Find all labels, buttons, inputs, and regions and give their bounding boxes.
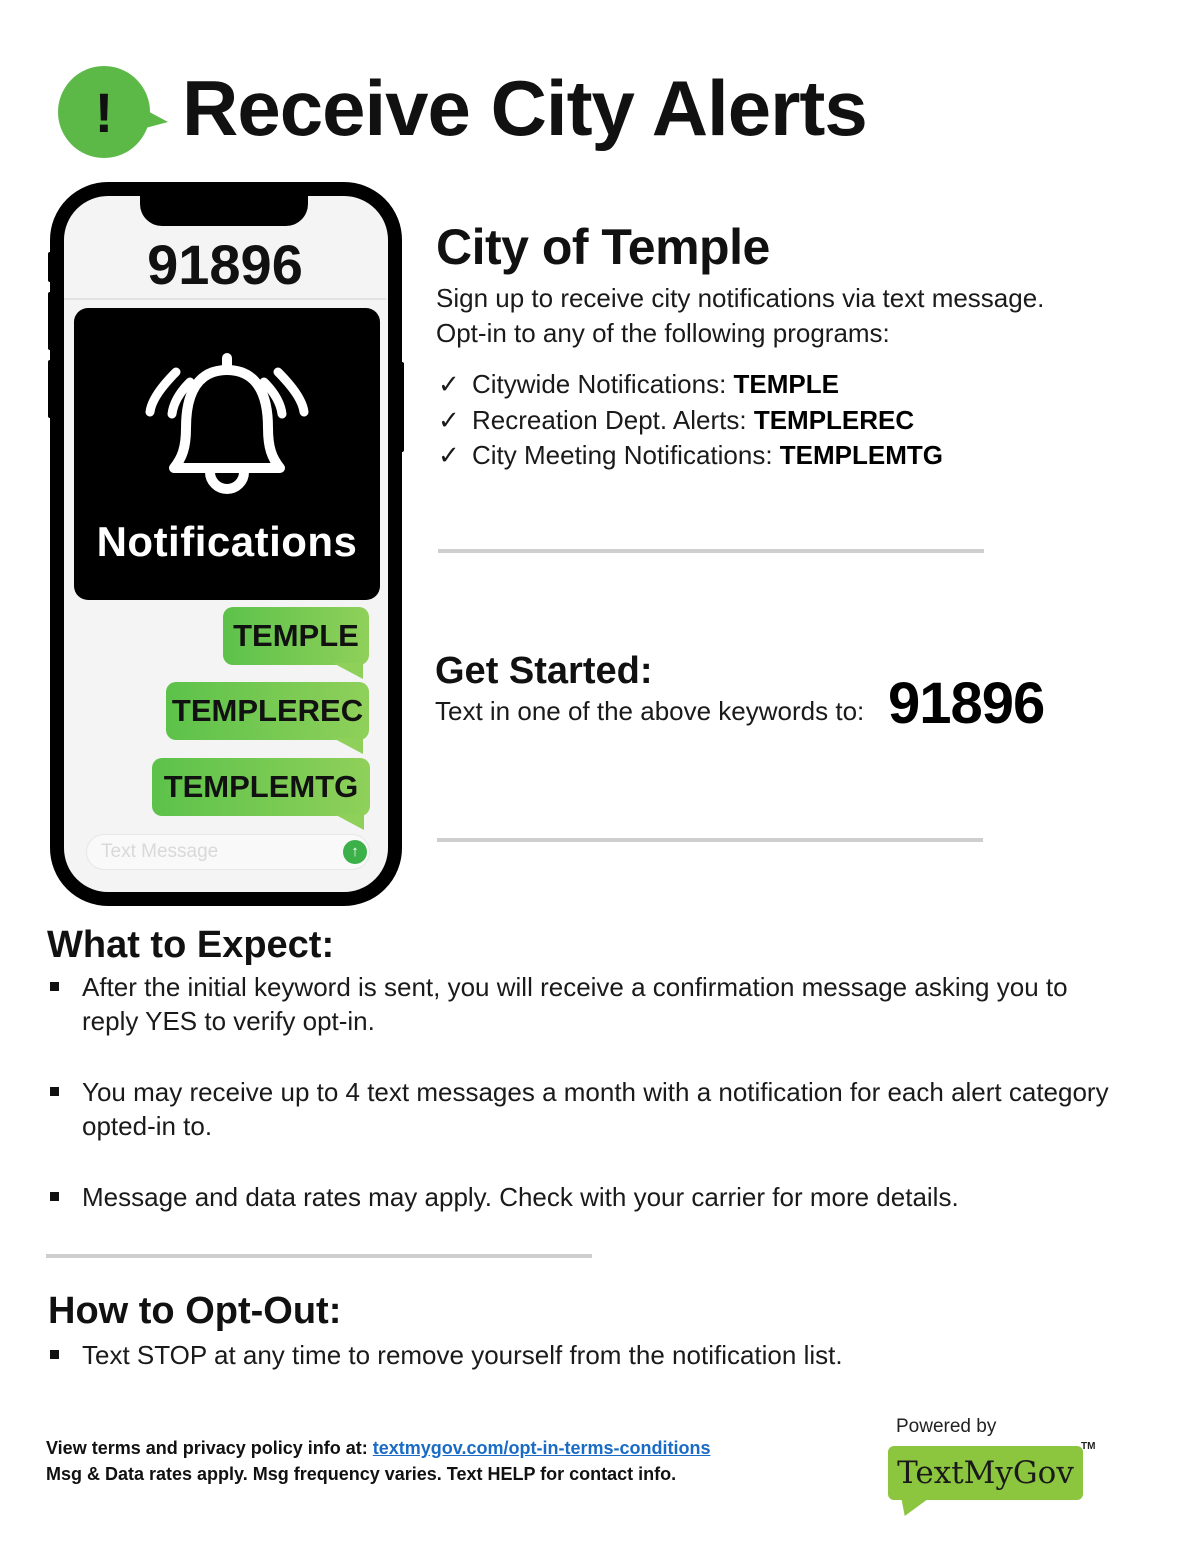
- intro-text: Sign up to receive city notifications via text message.: [436, 283, 1045, 313]
- text-message-input: Text Message: [86, 834, 370, 870]
- bullet-square-icon: [50, 982, 59, 991]
- footer-terms: [46, 1438, 710, 1459]
- expect-item: [46, 970, 1126, 1038]
- badge-symbol: !: [94, 81, 114, 144]
- phone-side-button: [48, 252, 54, 282]
- expect-item: [46, 1075, 1126, 1143]
- phone-side-button: [48, 292, 54, 350]
- notifications-label: Notifications: [96, 518, 358, 565]
- terms-link[interactable]: textmygov.com/opt-in-terms-conditions: [372, 1438, 711, 1458]
- phone-side-button: [398, 362, 404, 452]
- program-keyword: TEMPLEREC: [753, 405, 915, 435]
- footer-terms-prefix: View terms and privacy policy info at:: [46, 1438, 373, 1458]
- opt-out-item-text: Text STOP at any time to remove yourself from the notification list.: [82, 1340, 843, 1370]
- what-to-expect-title: What to Expect:: [47, 924, 335, 966]
- city-title: City of Temple: [436, 219, 770, 275]
- bell-icon: [142, 346, 312, 502]
- message-bubble: TEMPLEMTG: [152, 758, 370, 816]
- send-arrow-icon: ↑: [343, 840, 367, 864]
- logo-speech-tail: [895, 1498, 930, 1516]
- powered-by-label: Powered by: [896, 1416, 997, 1437]
- section-divider: [437, 838, 983, 842]
- footer-rates: Msg & Data rates apply. Msg frequency varies. Text HELP for contact info.: [46, 1464, 677, 1484]
- expect-item-text: After the initial keyword is sent, you will receive a confirmation message asking you to reply YES to verify opt-in.: [82, 972, 1068, 1036]
- checkmark-icon: ✓: [438, 440, 460, 470]
- alert-badge-icon: [56, 64, 170, 160]
- get-started-text: Text in one of the above keywords to:: [435, 696, 865, 726]
- program-keyword: TEMPLE: [733, 369, 839, 399]
- phone-short-code: 91896: [147, 233, 303, 296]
- get-started-title: Get Started:: [435, 650, 653, 692]
- opt-out-item: [46, 1338, 1126, 1372]
- section-divider: [46, 1254, 592, 1258]
- expect-item-text: Message and data rates may apply. Check with your carrier for more details.: [82, 1182, 959, 1212]
- program-keyword: TEMPLEMTG: [779, 440, 944, 470]
- expect-item: [46, 1180, 1126, 1214]
- checkmark-icon: ✓: [438, 369, 460, 399]
- opt-out-title: How to Opt-Out:: [48, 1290, 342, 1332]
- program-item: [438, 405, 914, 436]
- trademark-mark: TM: [1081, 1441, 1096, 1452]
- program-item: [438, 440, 943, 471]
- section-divider: [438, 549, 984, 553]
- bullet-square-icon: [50, 1087, 59, 1096]
- textmygov-logo: TextMyGov: [888, 1446, 1083, 1500]
- get-started-short-code: 91896: [888, 671, 1045, 736]
- message-bubble: TEMPLE: [223, 607, 369, 665]
- program-label: Citywide Notifications:: [472, 369, 734, 399]
- phone-side-button: [48, 360, 54, 418]
- intro-text: Opt-in to any of the following programs:: [436, 318, 890, 348]
- phone-notch: [140, 196, 308, 226]
- program-item: [438, 369, 839, 400]
- bullet-square-icon: [50, 1192, 59, 1201]
- message-bubble: TEMPLEREC: [166, 682, 369, 740]
- expect-item-text: You may receive up to 4 text messages a month with a notification for each alert category opted-in to.: [82, 1077, 1109, 1141]
- program-label: Recreation Dept. Alerts:: [472, 405, 754, 435]
- bullet-square-icon: [50, 1350, 59, 1359]
- program-label: City Meeting Notifications:: [472, 440, 780, 470]
- phone-header-divider: [64, 298, 386, 300]
- checkmark-icon: ✓: [438, 405, 460, 435]
- page-title: Receive City Alerts: [182, 64, 867, 152]
